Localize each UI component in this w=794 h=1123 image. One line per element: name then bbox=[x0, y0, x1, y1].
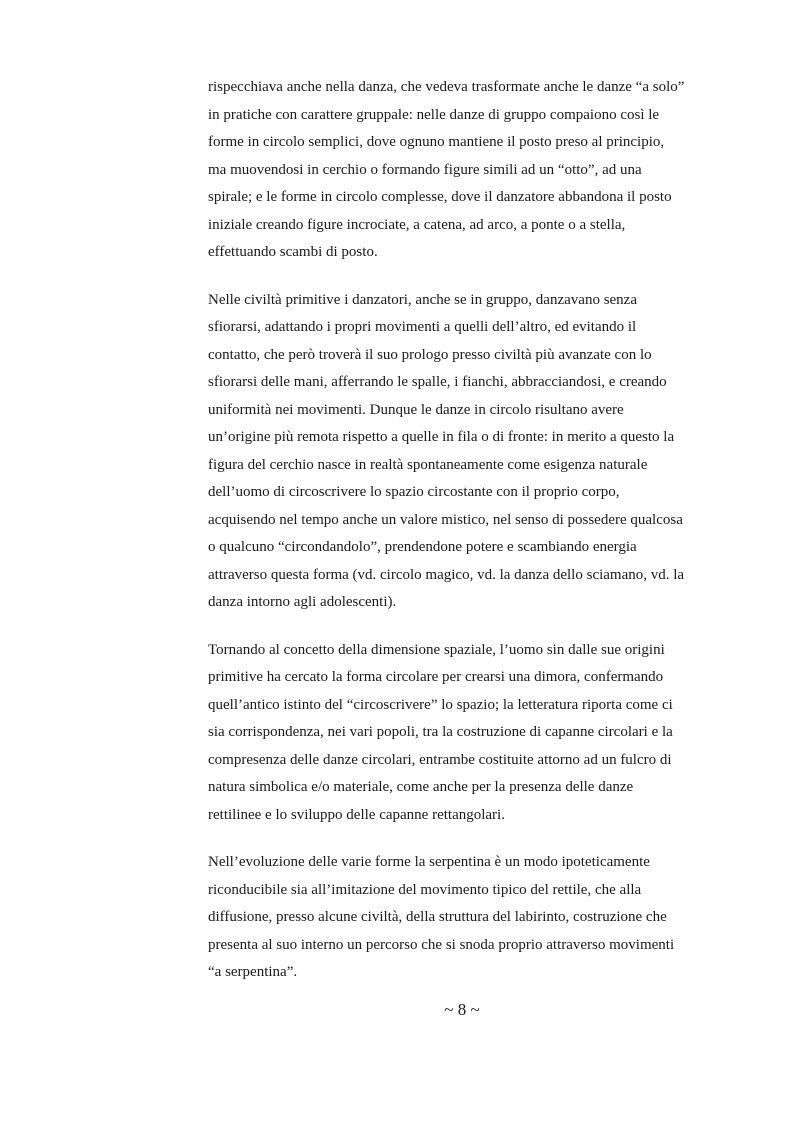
text-line: Tornando al concetto della dimensione spaziale, l’uomo sin dalle sue origini bbox=[208, 641, 665, 658]
text-line: spirale; e le forme in circolo complesse, dove il danzatore abbandona il posto bbox=[208, 189, 672, 205]
text-line: Nelle civiltà primitive i danzatori, anche se in gruppo, danzavano senza bbox=[208, 291, 638, 308]
text-line: un’origine più remota rispetto a quelle in fila o di fronte: in merito a questo la bbox=[208, 429, 675, 445]
text-line: presenta al suo interno un percorso che si snoda proprio attraverso movimenti bbox=[208, 936, 675, 953]
text-line: forme in circolo semplici, dove ognuno mantiene il posto preso al principio, bbox=[208, 134, 665, 150]
text-line: diffusione, presso alcune civiltà, della struttura del labirinto, costruzione che bbox=[208, 909, 667, 925]
paragraph-gap bbox=[208, 267, 728, 287]
paragraph bbox=[208, 74, 728, 267]
text-line: Nell’evoluzione delle varie forme la serpentina è un modo ipoteticamente bbox=[208, 854, 650, 870]
text-line: sfiorarsi, adattando i propri movimenti a quelli dell’altro, ed evitando il bbox=[208, 319, 637, 335]
paragraph bbox=[208, 287, 728, 617]
paragraph bbox=[208, 849, 728, 987]
text-line: riconducibile sia all’imitazione del movimento tipico del rettile, che alla bbox=[208, 881, 642, 898]
text-line: rispecchiava anche nella danza, che vedeva trasformate anche le danze “a solo” bbox=[208, 79, 685, 95]
page-number: ~ 8 ~ bbox=[444, 1000, 480, 1019]
text-line: figura del cerchio nasce in realtà spontaneamente come esigenza naturale bbox=[208, 456, 648, 473]
text-line: danza intorno agli adolescenti). bbox=[208, 594, 397, 610]
text-line: o qualcuno “circondandolo”, prendendone potere e scambiando energia bbox=[208, 539, 637, 555]
text-line: effettuando scambi di posto. bbox=[208, 244, 378, 260]
text-line: contatto, che però troverà il suo prologo presso civiltà più avanzate con lo bbox=[208, 346, 652, 363]
text-line: acquisendo nel tempo anche un valore mistico, nel senso di possedere qualcosa bbox=[208, 511, 683, 528]
text-line: uniformità nei movimenti. Dunque le danze in circolo risultano avere bbox=[208, 401, 624, 418]
document-body bbox=[208, 74, 728, 987]
paragraph-gap bbox=[208, 617, 728, 637]
text-line: “a serpentina”. bbox=[208, 964, 298, 980]
text-line: compresenza delle danze circolari, entrambe costituite attorno ad un fulcro di bbox=[208, 751, 672, 768]
paragraph-gap bbox=[208, 829, 728, 849]
text-line: dell’uomo di circoscrivere lo spazio circostante con il proprio corpo, bbox=[208, 484, 620, 500]
text-line: in pratiche con carattere gruppale: nelle danze di gruppo compaiono così le bbox=[208, 106, 660, 123]
text-line: sia corrispondenza, nei vari popoli, tra la costruzione di capanne circolari e la bbox=[208, 724, 673, 740]
text-line: sfiorarsi delle mani, afferrando le spalle, i fianchi, abbracciandosi, e creando bbox=[208, 374, 667, 390]
paragraph bbox=[208, 637, 728, 830]
text-line: primitive ha cercato la forma circolare per crearsi una dimora, confermando bbox=[208, 669, 664, 685]
text-line: natura simbolica e/o materiale, come anche per la presenza delle danze bbox=[208, 779, 634, 795]
text-line: ma muovendosi in cerchio o formando figure simili ad un “otto”, ad una bbox=[208, 161, 642, 178]
text-line: iniziale creando figure incrociate, a catena, ad arco, a ponte o a stella, bbox=[208, 216, 626, 233]
text-line: rettilinee e lo sviluppo delle capanne rettangolari. bbox=[208, 806, 505, 823]
text-line: quell’antico istinto del “circoscrivere” lo spazio; la letteratura riporta come ci bbox=[208, 696, 673, 713]
paragraph-list bbox=[208, 74, 728, 987]
text-line: attraverso questa forma (vd. circolo magico, vd. la danza dello sciamano, vd. la bbox=[208, 566, 685, 583]
